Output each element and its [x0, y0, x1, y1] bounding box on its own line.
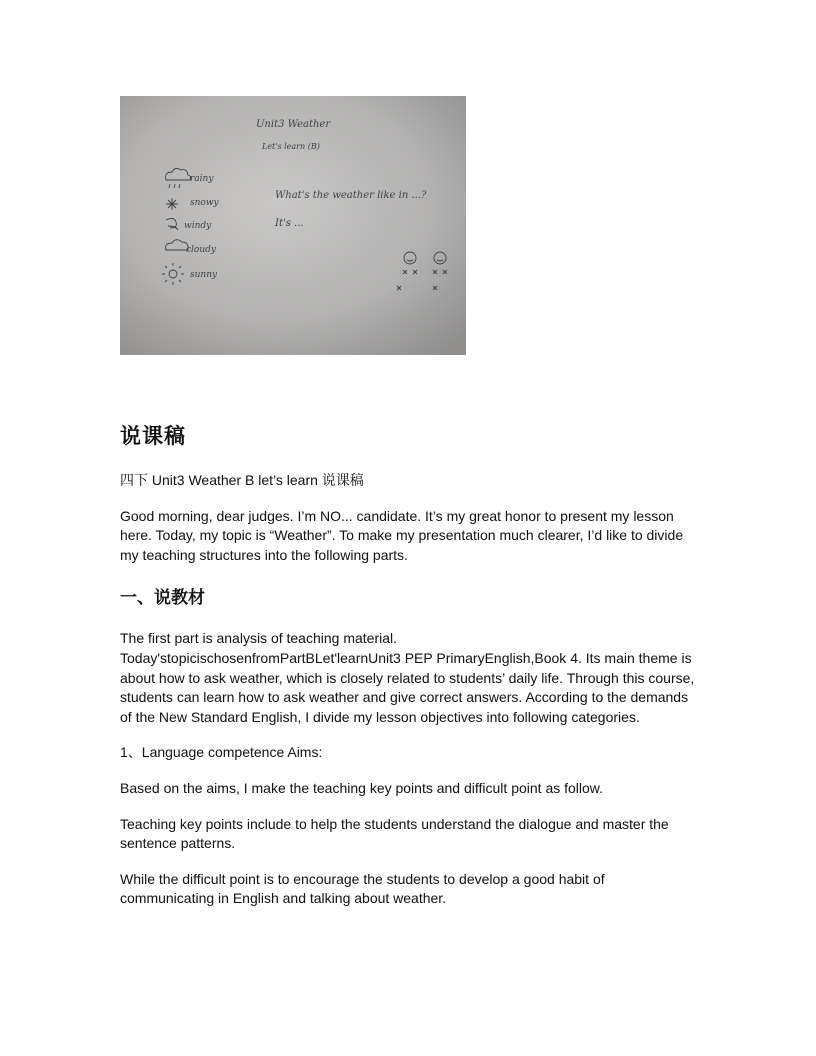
- photo-word-cloudy: cloudy: [186, 245, 216, 255]
- photo-word-sunny: sunny: [190, 270, 218, 280]
- material-line-1: The first part is analysis of teaching material.: [120, 630, 398, 647]
- difficult-point-paragraph: While the difficult point is to encourage the students to develop a good habit of communicating in English and talking about weather.: [120, 870, 605, 907]
- photo-title: Unit3 Weather: [256, 119, 331, 130]
- section-heading-material: 一、说教材: [120, 588, 205, 609]
- photo-word-windy: windy: [184, 221, 212, 231]
- aims-item: 1、Language competence Aims:: [120, 744, 323, 761]
- photo-word-rainy: rainy: [190, 174, 214, 184]
- intro-paragraph: Good morning, dear judges. I’m NO... candidate. It’s my great honor to present my lesson here. Today, my topic is “Weather”. To make my presentation much clearer, I’d like to divide my teaching structures into the following parts.: [120, 507, 684, 563]
- photo-answer: It's ...: [275, 218, 304, 229]
- photo-subtitle: Let's learn (B): [262, 142, 320, 151]
- whiteboard-photo: [120, 96, 466, 355]
- key-points-intro: Based on the aims, I make the teaching key points and difficult point as follow.: [120, 779, 604, 796]
- material-paragraph: [120, 629, 696, 727]
- document-subtitle: 四下 Unit3 Weather B let’s learn 说课稿: [120, 472, 364, 488]
- key-points-paragraph: Teaching key points include to help the students understand the dialogue and master the sentence patterns.: [120, 815, 669, 852]
- document-page: [120, 96, 696, 909]
- material-line-2: Today'stopicischosenfromPartBLet'learnUnit3 PEP PrimaryEnglish,Book 4. Its main theme is about how to ask weather, which is closely related to students’ daily life. Through this course, students can learn how to ask weather and give correct answers. According to the demands of the New Standard English, I divide my lesson objectives into following categories.: [120, 649, 695, 725]
- photo-word-snowy: snowy: [190, 198, 219, 208]
- page-heading: 说课稿: [120, 424, 186, 448]
- photo-question: What's the weather like in ...?: [275, 190, 427, 201]
